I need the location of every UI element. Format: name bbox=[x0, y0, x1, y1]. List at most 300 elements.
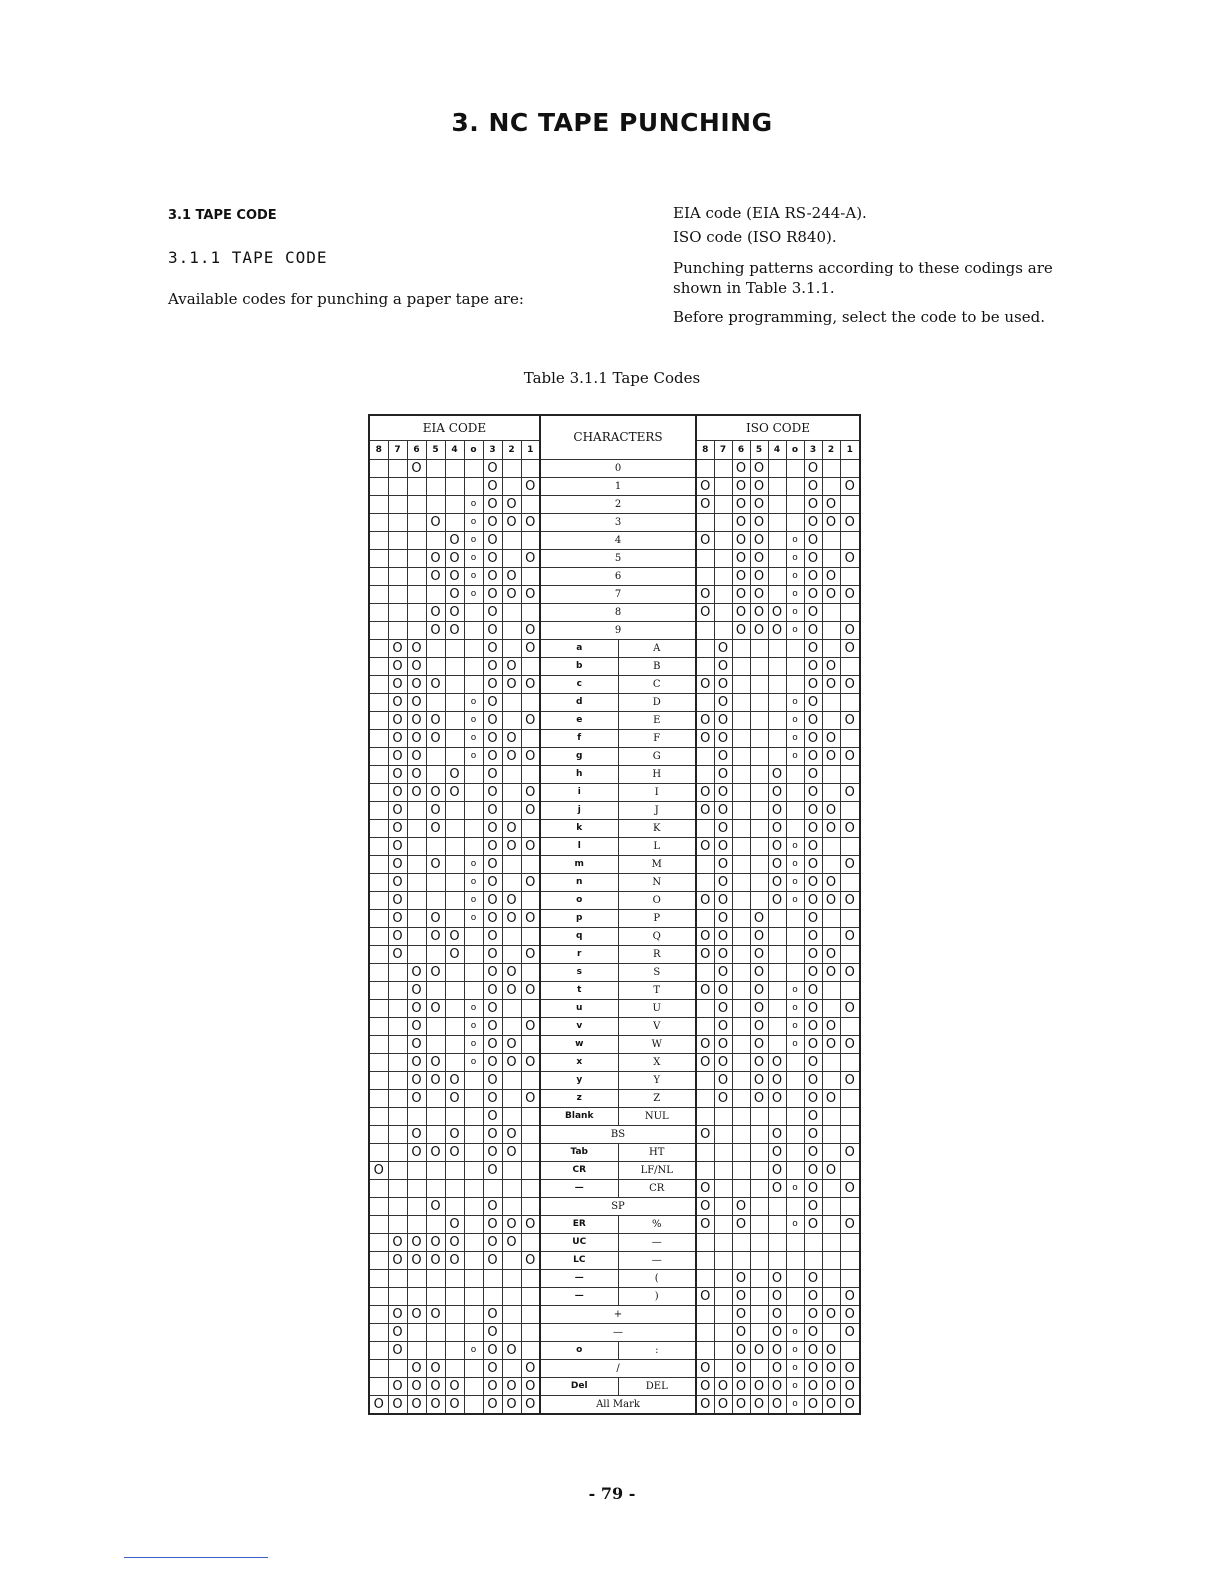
eia-bit-cell: O bbox=[426, 514, 445, 532]
eia-feed-hole bbox=[464, 1378, 483, 1396]
eia-bit-cell: O bbox=[388, 910, 407, 928]
eia-bit-cell bbox=[369, 622, 388, 640]
iso-bit-cell bbox=[768, 946, 786, 964]
iso-bit-cell: O bbox=[750, 460, 768, 478]
iso-bit-cell bbox=[732, 910, 750, 928]
page-number: - 79 - bbox=[588, 1484, 636, 1503]
character-iso: LF/NL bbox=[618, 1162, 696, 1180]
iso-bit-cell bbox=[840, 802, 860, 820]
iso-feed-hole: o bbox=[786, 892, 804, 910]
iso-bit-cell: O bbox=[714, 766, 732, 784]
iso-bit-cell bbox=[840, 1126, 860, 1144]
eia-bit-cell bbox=[407, 874, 426, 892]
eia-bit-cell: O bbox=[483, 766, 502, 784]
eia-bit-cell: O bbox=[445, 1126, 464, 1144]
iso-bit-cell bbox=[840, 982, 860, 1000]
iso-bit-cell: O bbox=[804, 1198, 822, 1216]
eia-bit-cell bbox=[388, 1162, 407, 1180]
iso-bit-cell bbox=[750, 784, 768, 802]
character-eia: v bbox=[540, 1018, 618, 1036]
eia-feed-hole: o bbox=[464, 1342, 483, 1360]
eia-bit-cell: O bbox=[483, 820, 502, 838]
iso-bit-cell: O bbox=[750, 478, 768, 496]
iso-bit-cell: O bbox=[768, 1144, 786, 1162]
iso-bit-cell: O bbox=[822, 586, 840, 604]
iso-feed-hole: o bbox=[786, 1396, 804, 1415]
eia-feed-hole bbox=[464, 1252, 483, 1270]
character-eia: l bbox=[540, 838, 618, 856]
eia-bit-header: 2 bbox=[502, 441, 521, 460]
eia-bit-cell bbox=[369, 694, 388, 712]
eia-bit-cell: O bbox=[426, 712, 445, 730]
iso-bit-cell bbox=[822, 1000, 840, 1018]
eia-bit-cell: O bbox=[426, 1252, 445, 1270]
eia-bit-cell bbox=[388, 1198, 407, 1216]
iso-bit-cell bbox=[732, 1000, 750, 1018]
character-iso: J bbox=[618, 802, 696, 820]
iso-bit-cell: O bbox=[696, 532, 714, 550]
eia-bit-cell bbox=[502, 640, 521, 658]
iso-bit-cell: O bbox=[732, 1288, 750, 1306]
iso-feed-hole: o bbox=[786, 694, 804, 712]
eia-bit-cell: O bbox=[426, 1072, 445, 1090]
iso-bit-cell bbox=[822, 694, 840, 712]
eia-bit-cell bbox=[502, 1072, 521, 1090]
eia-bit-cell: O bbox=[483, 640, 502, 658]
character-eia: c bbox=[540, 676, 618, 694]
eia-bit-cell: O bbox=[502, 1216, 521, 1234]
eia-bit-cell bbox=[388, 964, 407, 982]
character-iso: X bbox=[618, 1054, 696, 1072]
iso-bit-cell: O bbox=[804, 550, 822, 568]
iso-bit-cell bbox=[822, 478, 840, 496]
eia-bit-cell bbox=[426, 640, 445, 658]
iso-bit-cell bbox=[732, 766, 750, 784]
iso-bit-cell: O bbox=[714, 1036, 732, 1054]
eia-bit-cell bbox=[407, 928, 426, 946]
iso-bit-cell: O bbox=[732, 1378, 750, 1396]
eia-feed-hole bbox=[464, 1360, 483, 1378]
eia-bit-cell: O bbox=[426, 1000, 445, 1018]
eia-bit-cell: O bbox=[407, 1306, 426, 1324]
iso-bit-cell bbox=[840, 838, 860, 856]
eia-bit-cell: O bbox=[483, 1144, 502, 1162]
eia-bit-cell bbox=[407, 820, 426, 838]
iso-feed-hole: o bbox=[786, 1180, 804, 1198]
iso-bit-cell: O bbox=[822, 1396, 840, 1415]
iso-bit-cell bbox=[768, 982, 786, 1000]
intro-text: Available codes for punching a paper tape are: bbox=[168, 290, 524, 308]
iso-bit-cell: O bbox=[696, 838, 714, 856]
eia-bit-cell bbox=[407, 910, 426, 928]
eia-bit-cell bbox=[445, 730, 464, 748]
iso-bit-cell bbox=[840, 910, 860, 928]
eia-bit-cell: O bbox=[445, 568, 464, 586]
eia-bit-cell: O bbox=[445, 1144, 464, 1162]
eia-feed-hole: o bbox=[464, 532, 483, 550]
eia-bit-cell: O bbox=[521, 1018, 540, 1036]
eia-bit-cell bbox=[388, 1288, 407, 1306]
iso-bit-cell bbox=[714, 604, 732, 622]
eia-bit-cell: O bbox=[483, 658, 502, 676]
eia-feed-hole bbox=[464, 1162, 483, 1180]
iso-bit-cell bbox=[750, 838, 768, 856]
eia-bit-cell: O bbox=[521, 910, 540, 928]
eia-bit-cell bbox=[407, 1162, 426, 1180]
eia-bit-cell: O bbox=[407, 766, 426, 784]
character-eia: x bbox=[540, 1054, 618, 1072]
character-eia: s bbox=[540, 964, 618, 982]
iso-bit-cell: O bbox=[750, 1072, 768, 1090]
eia-bit-cell bbox=[407, 946, 426, 964]
eia-bit-cell bbox=[521, 1126, 540, 1144]
iso-bit-cell: O bbox=[804, 946, 822, 964]
iso-bit-cell bbox=[714, 1108, 732, 1126]
character-label: — bbox=[540, 1324, 696, 1342]
iso-bit-cell: O bbox=[696, 1126, 714, 1144]
eia-bit-cell bbox=[445, 1108, 464, 1126]
before-programming-line: Before programming, select the code to be used. bbox=[673, 308, 1045, 326]
iso-bit-cell: O bbox=[750, 604, 768, 622]
iso-bit-cell: O bbox=[732, 1396, 750, 1415]
character-iso: DEL bbox=[618, 1378, 696, 1396]
iso-bit-cell: O bbox=[750, 550, 768, 568]
iso-bit-cell: O bbox=[804, 658, 822, 676]
eia-bit-cell: O bbox=[388, 1252, 407, 1270]
iso-bit-cell bbox=[840, 694, 860, 712]
eia-bit-cell bbox=[388, 604, 407, 622]
table-row bbox=[369, 532, 860, 550]
iso-feed-hole: o bbox=[786, 874, 804, 892]
iso-bit-cell bbox=[696, 856, 714, 874]
eia-bit-cell bbox=[369, 712, 388, 730]
character-eia: — bbox=[540, 1270, 618, 1288]
iso-bit-cell bbox=[750, 874, 768, 892]
eia-bit-cell: O bbox=[483, 550, 502, 568]
iso-bit-cell: O bbox=[750, 964, 768, 982]
eia-feed-hole bbox=[464, 838, 483, 856]
eia-bit-cell: O bbox=[407, 1036, 426, 1054]
character-eia: r bbox=[540, 946, 618, 964]
character-label: All Mark bbox=[540, 1396, 696, 1415]
iso-bit-cell bbox=[822, 1324, 840, 1342]
eia-bit-cell: O bbox=[483, 784, 502, 802]
iso-bit-cell bbox=[750, 892, 768, 910]
iso-bit-cell bbox=[696, 622, 714, 640]
eia-bit-cell: O bbox=[502, 496, 521, 514]
eia-bit-cell: O bbox=[388, 640, 407, 658]
iso-bit-cell: O bbox=[804, 748, 822, 766]
iso-bit-header: 8 bbox=[696, 441, 714, 460]
table-row bbox=[369, 640, 860, 658]
table-row bbox=[369, 1054, 860, 1072]
eia-feed-hole: o bbox=[464, 856, 483, 874]
iso-bit-cell bbox=[750, 1252, 768, 1270]
eia-bit-cell bbox=[521, 892, 540, 910]
eia-bit-cell bbox=[369, 1216, 388, 1234]
eia-feed-hole bbox=[464, 982, 483, 1000]
table-row bbox=[369, 478, 860, 496]
eia-bit-cell bbox=[445, 496, 464, 514]
eia-feed-hole bbox=[464, 1270, 483, 1288]
eia-bit-cell: O bbox=[521, 1396, 540, 1415]
character-eia: n bbox=[540, 874, 618, 892]
table-row bbox=[369, 1018, 860, 1036]
character-eia: h bbox=[540, 766, 618, 784]
eia-bit-header: 6 bbox=[407, 441, 426, 460]
iso-bit-cell bbox=[840, 532, 860, 550]
iso-bit-cell: O bbox=[714, 1090, 732, 1108]
eia-bit-cell: O bbox=[521, 676, 540, 694]
eia-bit-cell bbox=[407, 802, 426, 820]
character-eia: o bbox=[540, 892, 618, 910]
iso-bit-cell bbox=[732, 1126, 750, 1144]
iso-bit-cell: O bbox=[732, 496, 750, 514]
iso-bit-cell bbox=[696, 1108, 714, 1126]
eia-bit-cell bbox=[407, 478, 426, 496]
eia-bit-cell: O bbox=[483, 856, 502, 874]
iso-bit-cell: O bbox=[804, 640, 822, 658]
iso-bit-cell: O bbox=[804, 1306, 822, 1324]
eia-bit-cell bbox=[369, 802, 388, 820]
iso-bit-cell bbox=[840, 1162, 860, 1180]
iso-bit-cell: O bbox=[732, 460, 750, 478]
eia-bit-cell bbox=[407, 1216, 426, 1234]
iso-bit-cell bbox=[822, 1198, 840, 1216]
eia-bit-cell bbox=[369, 1378, 388, 1396]
iso-feed-hole bbox=[786, 676, 804, 694]
eia-bit-cell: O bbox=[407, 658, 426, 676]
iso-bit-cell: O bbox=[804, 1288, 822, 1306]
iso-bit-cell bbox=[714, 496, 732, 514]
iso-bit-cell: O bbox=[804, 1090, 822, 1108]
iso-bit-cell: O bbox=[768, 1090, 786, 1108]
iso-bit-cell bbox=[768, 1216, 786, 1234]
eia-bit-cell: O bbox=[426, 802, 445, 820]
eia-bit-cell bbox=[521, 1342, 540, 1360]
table-row bbox=[369, 838, 860, 856]
iso-bit-cell bbox=[840, 1090, 860, 1108]
character-eia: UC bbox=[540, 1234, 618, 1252]
character-iso: M bbox=[618, 856, 696, 874]
iso-bit-cell: O bbox=[696, 928, 714, 946]
eia-bit-cell: O bbox=[483, 748, 502, 766]
eia-bit-cell: O bbox=[426, 820, 445, 838]
iso-bit-cell: O bbox=[750, 1396, 768, 1415]
table-row bbox=[369, 712, 860, 730]
eia-bit-header: 3 bbox=[483, 441, 502, 460]
table-row bbox=[369, 730, 860, 748]
table-row bbox=[369, 1270, 860, 1288]
character-eia: Del bbox=[540, 1378, 618, 1396]
iso-bit-cell: O bbox=[732, 1198, 750, 1216]
eia-bit-cell: O bbox=[502, 1234, 521, 1252]
character-iso: Z bbox=[618, 1090, 696, 1108]
eia-bit-cell: O bbox=[483, 1054, 502, 1072]
iso-bit-cell: O bbox=[822, 820, 840, 838]
iso-feed-hole bbox=[786, 928, 804, 946]
table-row bbox=[369, 1234, 860, 1252]
iso-bit-cell: O bbox=[768, 856, 786, 874]
iso-bit-cell bbox=[732, 640, 750, 658]
iso-bit-cell: O bbox=[840, 1216, 860, 1234]
table-row bbox=[369, 604, 860, 622]
iso-bit-cell: O bbox=[696, 1360, 714, 1378]
iso-bit-cell bbox=[750, 640, 768, 658]
iso-bit-cell: O bbox=[768, 1306, 786, 1324]
iso-bit-cell: O bbox=[714, 946, 732, 964]
eia-bit-cell bbox=[502, 874, 521, 892]
eia-bit-cell bbox=[426, 982, 445, 1000]
eia-bit-cell bbox=[445, 1000, 464, 1018]
eia-bit-cell bbox=[369, 1252, 388, 1270]
iso-bit-cell bbox=[750, 856, 768, 874]
eia-bit-cell: O bbox=[483, 1306, 502, 1324]
eia-bit-cell: O bbox=[445, 1234, 464, 1252]
iso-bit-cell: O bbox=[804, 676, 822, 694]
eia-bit-cell bbox=[445, 514, 464, 532]
iso-bit-cell bbox=[822, 532, 840, 550]
iso-bit-cell: O bbox=[804, 982, 822, 1000]
iso-bit-cell bbox=[768, 640, 786, 658]
iso-bit-cell bbox=[822, 1108, 840, 1126]
eia-bit-cell bbox=[388, 586, 407, 604]
iso-bit-cell: O bbox=[750, 622, 768, 640]
eia-bit-cell: O bbox=[502, 1396, 521, 1415]
iso-bit-cell bbox=[768, 1252, 786, 1270]
eia-bit-cell bbox=[388, 1216, 407, 1234]
character-iso: L bbox=[618, 838, 696, 856]
iso-bit-cell bbox=[714, 1252, 732, 1270]
eia-bit-cell: O bbox=[426, 1306, 445, 1324]
eia-feed-hole bbox=[464, 1144, 483, 1162]
iso-bit-cell bbox=[714, 586, 732, 604]
eia-bit-cell bbox=[369, 1198, 388, 1216]
iso-bit-cell: O bbox=[822, 1360, 840, 1378]
iso-bit-cell: O bbox=[732, 622, 750, 640]
footer-rule bbox=[124, 1557, 268, 1558]
eia-bit-cell bbox=[388, 514, 407, 532]
iso-bit-cell bbox=[822, 1054, 840, 1072]
eia-bit-cell bbox=[407, 1342, 426, 1360]
eia-bit-cell bbox=[483, 1270, 502, 1288]
eia-bit-cell bbox=[388, 1126, 407, 1144]
iso-bit-cell: O bbox=[732, 1342, 750, 1360]
table-row bbox=[369, 514, 860, 532]
eia-bit-cell: O bbox=[407, 964, 426, 982]
eia-bit-cell: O bbox=[483, 1018, 502, 1036]
eia-bit-cell: O bbox=[483, 694, 502, 712]
eia-bit-cell bbox=[445, 820, 464, 838]
eia-bit-cell: O bbox=[502, 1054, 521, 1072]
eia-bit-cell: O bbox=[388, 676, 407, 694]
eia-bit-cell bbox=[426, 892, 445, 910]
eia-bit-cell bbox=[502, 1000, 521, 1018]
character-iso: P bbox=[618, 910, 696, 928]
eia-bit-cell bbox=[388, 532, 407, 550]
table-row bbox=[369, 568, 860, 586]
iso-bit-cell bbox=[768, 1036, 786, 1054]
iso-bit-cell bbox=[822, 766, 840, 784]
character-eia: t bbox=[540, 982, 618, 1000]
iso-bit-cell bbox=[750, 1234, 768, 1252]
table-row bbox=[369, 1000, 860, 1018]
eia-bit-header: 1 bbox=[521, 441, 540, 460]
iso-bit-cell: O bbox=[696, 784, 714, 802]
iso-bit-cell bbox=[732, 676, 750, 694]
iso-bit-cell: O bbox=[696, 982, 714, 1000]
iso-bit-cell bbox=[750, 712, 768, 730]
eia-bit-cell: O bbox=[407, 1090, 426, 1108]
eia-bit-cell: O bbox=[407, 784, 426, 802]
eia-bit-cell: O bbox=[388, 1234, 407, 1252]
iso-bit-cell: O bbox=[750, 928, 768, 946]
eia-bit-cell: O bbox=[407, 730, 426, 748]
iso-bit-cell bbox=[696, 568, 714, 586]
iso-bit-cell bbox=[822, 838, 840, 856]
iso-bit-cell bbox=[840, 730, 860, 748]
eia-bit-cell: O bbox=[388, 802, 407, 820]
iso-feed-hole bbox=[786, 802, 804, 820]
iso-bit-cell: O bbox=[822, 946, 840, 964]
table-row bbox=[369, 892, 860, 910]
table-row bbox=[369, 928, 860, 946]
eia-feed-hole bbox=[464, 784, 483, 802]
character-eia: m bbox=[540, 856, 618, 874]
iso-bit-cell: O bbox=[768, 802, 786, 820]
iso-bit-cell: O bbox=[822, 1036, 840, 1054]
eia-bit-cell bbox=[445, 712, 464, 730]
iso-bit-cell bbox=[732, 802, 750, 820]
iso-bit-cell: O bbox=[768, 892, 786, 910]
eia-bit-cell: O bbox=[445, 622, 464, 640]
eia-bit-cell bbox=[407, 1288, 426, 1306]
iso-bit-cell bbox=[732, 712, 750, 730]
eia-bit-cell bbox=[369, 1342, 388, 1360]
shown-in-table-line: shown in Table 3.1.1. bbox=[673, 279, 835, 297]
iso-bit-header: 4 bbox=[768, 441, 786, 460]
character-eia: ER bbox=[540, 1216, 618, 1234]
eia-bit-cell: O bbox=[483, 982, 502, 1000]
iso-bit-cell: O bbox=[822, 802, 840, 820]
character-label: 2 bbox=[540, 496, 696, 514]
iso-bit-cell: O bbox=[804, 1270, 822, 1288]
table-row bbox=[369, 1288, 860, 1306]
iso-bit-cell bbox=[714, 532, 732, 550]
table-row bbox=[369, 550, 860, 568]
eia-bit-cell: O bbox=[388, 1324, 407, 1342]
eia-bit-cell bbox=[407, 604, 426, 622]
eia-bit-cell: O bbox=[483, 892, 502, 910]
character-iso: ( bbox=[618, 1270, 696, 1288]
iso-bit-cell bbox=[696, 1162, 714, 1180]
eia-bit-cell bbox=[407, 568, 426, 586]
character-eia: w bbox=[540, 1036, 618, 1054]
iso-bit-cell bbox=[696, 874, 714, 892]
iso-bit-cell: O bbox=[840, 622, 860, 640]
table-row bbox=[369, 1090, 860, 1108]
iso-bit-cell: O bbox=[768, 820, 786, 838]
iso-bit-cell: O bbox=[822, 730, 840, 748]
iso-bit-cell: O bbox=[750, 586, 768, 604]
iso-bit-cell: O bbox=[714, 748, 732, 766]
iso-bit-cell: O bbox=[696, 1036, 714, 1054]
eia-bit-cell bbox=[407, 1270, 426, 1288]
eia-bit-cell: O bbox=[426, 1360, 445, 1378]
eia-bit-cell: O bbox=[426, 1198, 445, 1216]
eia-bit-cell bbox=[407, 1324, 426, 1342]
character-iso: O bbox=[618, 892, 696, 910]
